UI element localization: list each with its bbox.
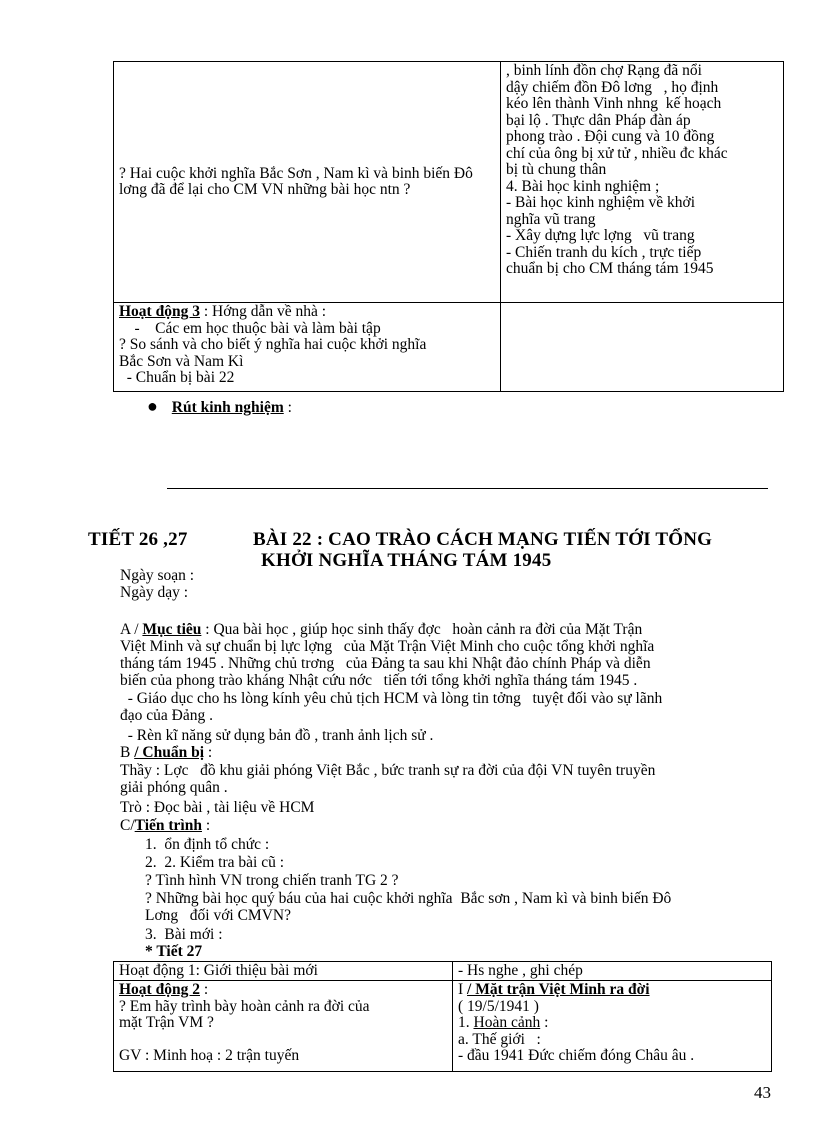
- activity-2-line: mặt Trận VM ?: [119, 1014, 214, 1031]
- objectives-text: biến của phong trào kháng Nhật cứu nớc tiến tới tổng khởi nghĩa tháng tám 1945 .: [120, 672, 638, 689]
- process-prefix: C/: [120, 817, 135, 834]
- listen-text: - Hs nghe , ghi chép: [458, 962, 583, 979]
- process-heading: [120, 817, 210, 835]
- activity-2-title-rest: :: [199, 982, 209, 998]
- activity-1-cell: [114, 962, 453, 981]
- bottom-table-row-2: [114, 981, 772, 1072]
- objectives-line: [120, 621, 642, 639]
- preparation-text: giải phóng quân .: [120, 779, 228, 796]
- viet-minh-line: a. Thế giới :: [458, 1030, 541, 1048]
- preparation-label: / Chuẩn bị: [134, 744, 205, 761]
- process-step: ? Những bài học quý báu của hai cuộc khởi nghĩa Bắc sơn , Nam kì và binh biến Đô: [145, 890, 672, 907]
- answer-line: kéo lên thành Vinh nhng kế hoạch: [506, 95, 722, 112]
- objectives-text: - Giáo dục cho hs lòng kính yêu chủ tịch HCM và lòng tin tởng tuyệt đối vào sự lãnh: [120, 690, 663, 707]
- answer-cell: [501, 62, 784, 303]
- context-label: Hoàn cảnh: [473, 1014, 541, 1031]
- answer-line: bại lộ . Thực dân Pháp đàn áp: [506, 111, 691, 129]
- activity-1-text: Hoạt động 1: Giới thiệu bài mới: [119, 962, 318, 979]
- lesson-number: TIẾT 26 ,27: [88, 529, 188, 550]
- bullet-icon: ●: [147, 396, 158, 416]
- objectives-label: Mục tiêu: [142, 621, 202, 638]
- empty-cell: [501, 303, 784, 392]
- process-rest: :: [201, 817, 211, 834]
- viet-minh-prefix: I: [458, 982, 468, 998]
- homework-cell: [114, 303, 501, 392]
- objectives-text: - Rèn kĩ năng sử dụng bản đồ , tranh ảnh lịch sử .: [120, 727, 434, 744]
- prep-date: Ngày soạn :: [120, 567, 195, 584]
- lesson-title-line-2: KHỞI NGHĨA THÁNG TÁM 1945: [261, 550, 552, 571]
- answer-lines: [506, 63, 778, 299]
- question-text: ? Hai cuộc khởi nghĩa Bắc Sơn , Nam kì và binh biến Đô lơng đã để lại cho CM VN những bài học ntn ?: [119, 164, 473, 198]
- bottom-table-row-1: [114, 962, 772, 981]
- activity-2-line: ? Em hãy trình bày hoàn cảnh ra đời của: [119, 997, 370, 1015]
- answer-line: dậy chiếm đồn Đô lơng , họ định: [506, 78, 719, 96]
- answer-line: - Chiến tranh du kích , trực tiếp: [506, 243, 702, 261]
- activity-3-title: Hoạt động 3: [119, 303, 200, 320]
- preparation-heading: [120, 744, 212, 762]
- objectives-text: Việt Minh và sự chuẩn bị lực lợng của Mặt Trận Việt Minh cho cuộc tổng khởi nghĩa: [120, 638, 655, 655]
- process-step: Lơng đối với CMVN?: [145, 907, 291, 924]
- objectives-prefix: A /: [120, 621, 143, 638]
- top-table-row-1: [114, 62, 784, 303]
- preparation-prefix: B: [120, 744, 135, 761]
- objectives-text: : Qua bài học , giúp học sinh thấy đợc hoàn cảnh ra đời của Mặt Trận: [201, 621, 643, 638]
- answer-line: bị tù chung thân: [506, 161, 607, 178]
- homework-line: ? So sánh và cho biết ý nghĩa hai cuộc khởi nghĩa: [119, 336, 427, 353]
- viet-minh-line: 1. Hoàn cảnh :: [458, 1014, 549, 1031]
- activity-3-title-rest: : Hớng dẫn về nhà :: [199, 303, 327, 320]
- viet-minh-line: - đầu 1941 Đức chiếm đóng Châu âu .: [458, 1047, 695, 1064]
- answer-line: 4. Bài học kinh nghiệm ;: [506, 177, 660, 195]
- activity-2-cell: [114, 981, 453, 1072]
- process-step: 2. 2. Kiểm tra bài cũ :: [145, 854, 285, 871]
- answer-line: , binh lính đồn chợ Rạng đã nổi: [506, 63, 702, 79]
- homework-line: - Các em học thuộc bài và làm bài tập: [119, 319, 381, 337]
- top-table-row-2: [114, 303, 784, 392]
- answer-line: phong trào . Đội cung và 10 đồng: [506, 128, 715, 145]
- activity-2-line: [119, 1032, 447, 1049]
- page-number: 43: [754, 1083, 771, 1102]
- process-step: 3. Bài mới :: [145, 926, 223, 943]
- review-bullet: [147, 396, 292, 417]
- viet-minh-line: ( 19/5/1941 ): [458, 997, 539, 1015]
- activity-2-line: GV : Minh hoạ : 2 trận tuyến: [119, 1047, 300, 1064]
- listen-cell: [453, 962, 772, 981]
- preparation-text: Trò : Đọc bài , tài liệu về HCM: [120, 799, 315, 816]
- answer-line: chí của ông bị xử tử , nhiều đc khác: [506, 144, 728, 162]
- answer-line: - Xây dựng lực lợng vũ trang: [506, 227, 695, 244]
- viet-minh-title: / Mặt trận Việt Minh ra đời: [467, 982, 650, 998]
- process-step: 1. ổn định tổ chức :: [145, 836, 270, 853]
- homework-line: - Chuẩn bị bài 22: [119, 369, 235, 386]
- preparation-text: Thầy : Lợc đồ khu giải phóng Việt Bắc , bức tranh sự ra đời của đội VN tuyên truyền: [120, 762, 656, 779]
- lesson-title-line-1: BÀI 22 : CAO TRÀO CÁCH MẠNG TIẾN TỚI TỔNG: [253, 529, 713, 550]
- review-label-rest: :: [283, 399, 292, 416]
- question-cell: [114, 62, 501, 303]
- activity-2-title: Hoạt động 2: [119, 982, 200, 998]
- bottom-table: [113, 961, 772, 1072]
- process-label: Tiến trình: [134, 817, 202, 834]
- objectives-text: đạo của Đảng .: [120, 707, 213, 724]
- period-27: * Tiết 27: [145, 943, 203, 960]
- homework-line: Bắc Sơn và Nam Kì: [119, 352, 244, 370]
- separator-line: [167, 488, 768, 489]
- preparation-rest: :: [204, 744, 213, 761]
- teach-date: Ngày dạy :: [120, 584, 189, 601]
- viet-minh-cell: [453, 981, 772, 1072]
- objectives-text: tháng tám 1945 . Những chủ trơng của Đảng ta sau khi Nhật đảo chính Pháp và diễn: [120, 655, 651, 672]
- review-label: Rút kinh nghiệm: [171, 399, 284, 416]
- process-step: ? Tình hình VN trong chiến tranh TG 2 ?: [145, 872, 399, 889]
- answer-line: chuẩn bị cho CM tháng tám 1945: [506, 260, 714, 277]
- answer-line: - Bài học kinh nghiệm về khởi: [506, 194, 695, 211]
- top-table: [113, 61, 784, 392]
- answer-line: nghĩa vũ trang: [506, 210, 596, 228]
